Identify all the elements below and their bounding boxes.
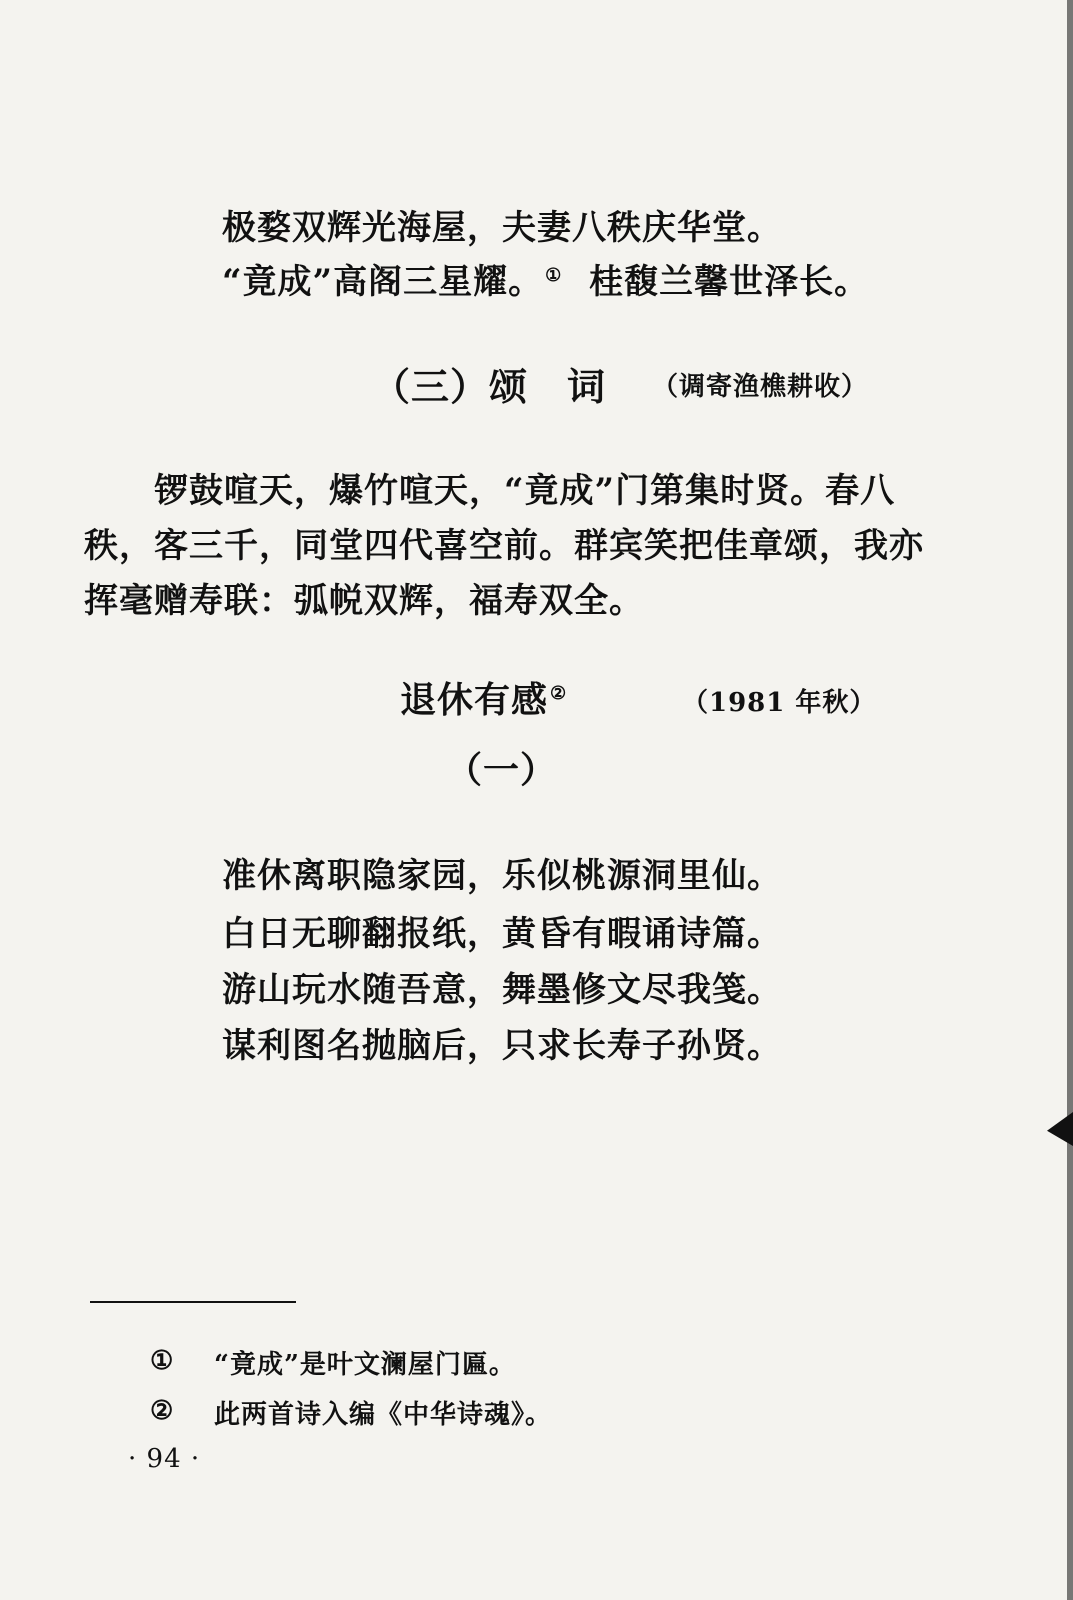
page-number: · 94 · [128,1444,201,1474]
poem2-line-3: 游山玩水随吾意，舞墨修文尽我笺。 [222,970,782,1010]
footnote-ref-1: ① [545,264,563,286]
poem1-line-2-first-half: “竟成”高阁三星耀。 [222,262,544,302]
ode-line-1: 锣鼓喧天，爆竹喧天，“竟成”门第集时贤。春八 [154,471,896,511]
poem2-title [400,672,567,723]
footnote-2-mark: ② [150,1396,175,1426]
ode-line-3: 挥毫赠寿联：弧帨双辉，福寿双全。 [84,581,644,621]
poem1-line-2 [222,254,869,303]
footnote-2-text: 此两首诗入编《中华诗魂》。 [214,1400,553,1430]
poem2-date: （1981 年秋） [682,688,877,718]
poem2-title-text: 退休有感 [400,679,549,721]
footnote-1-text: “竟成”是叶文澜屋门匾。 [214,1350,516,1380]
footnote-ref-2: ② [550,683,568,704]
footnote-divider [90,1301,296,1303]
poem1-line-2-second-half: 桂馥兰馨世泽长。 [589,262,870,302]
section-3-heading: （三）颂 词 [372,364,607,409]
footnote-1-mark: ① [150,1346,175,1376]
poem1-line-1: 极婺双辉光海屋，夫妻八秩庆华堂。 [222,208,782,248]
poem2-line-4: 谋利图名抛脑后，只求长寿子孙贤。 [222,1026,782,1066]
scan-edge-mark [1047,1112,1073,1146]
poem2-line-2: 白日无聊翻报纸，黄昏有暇诵诗篇。 [222,914,782,954]
ode-line-2: 秩，客三千，同堂四代喜空前。群宾笑把佳章颂，我亦 [84,526,924,566]
scan-edge-shadow [1067,0,1073,1600]
poem2-part-number: （一） [446,749,558,791]
section-3-tune: （调寄渔樵耕收） [652,372,869,402]
poem2-line-1: 准休离职隐家园，乐似桃源洞里仙。 [222,856,782,896]
